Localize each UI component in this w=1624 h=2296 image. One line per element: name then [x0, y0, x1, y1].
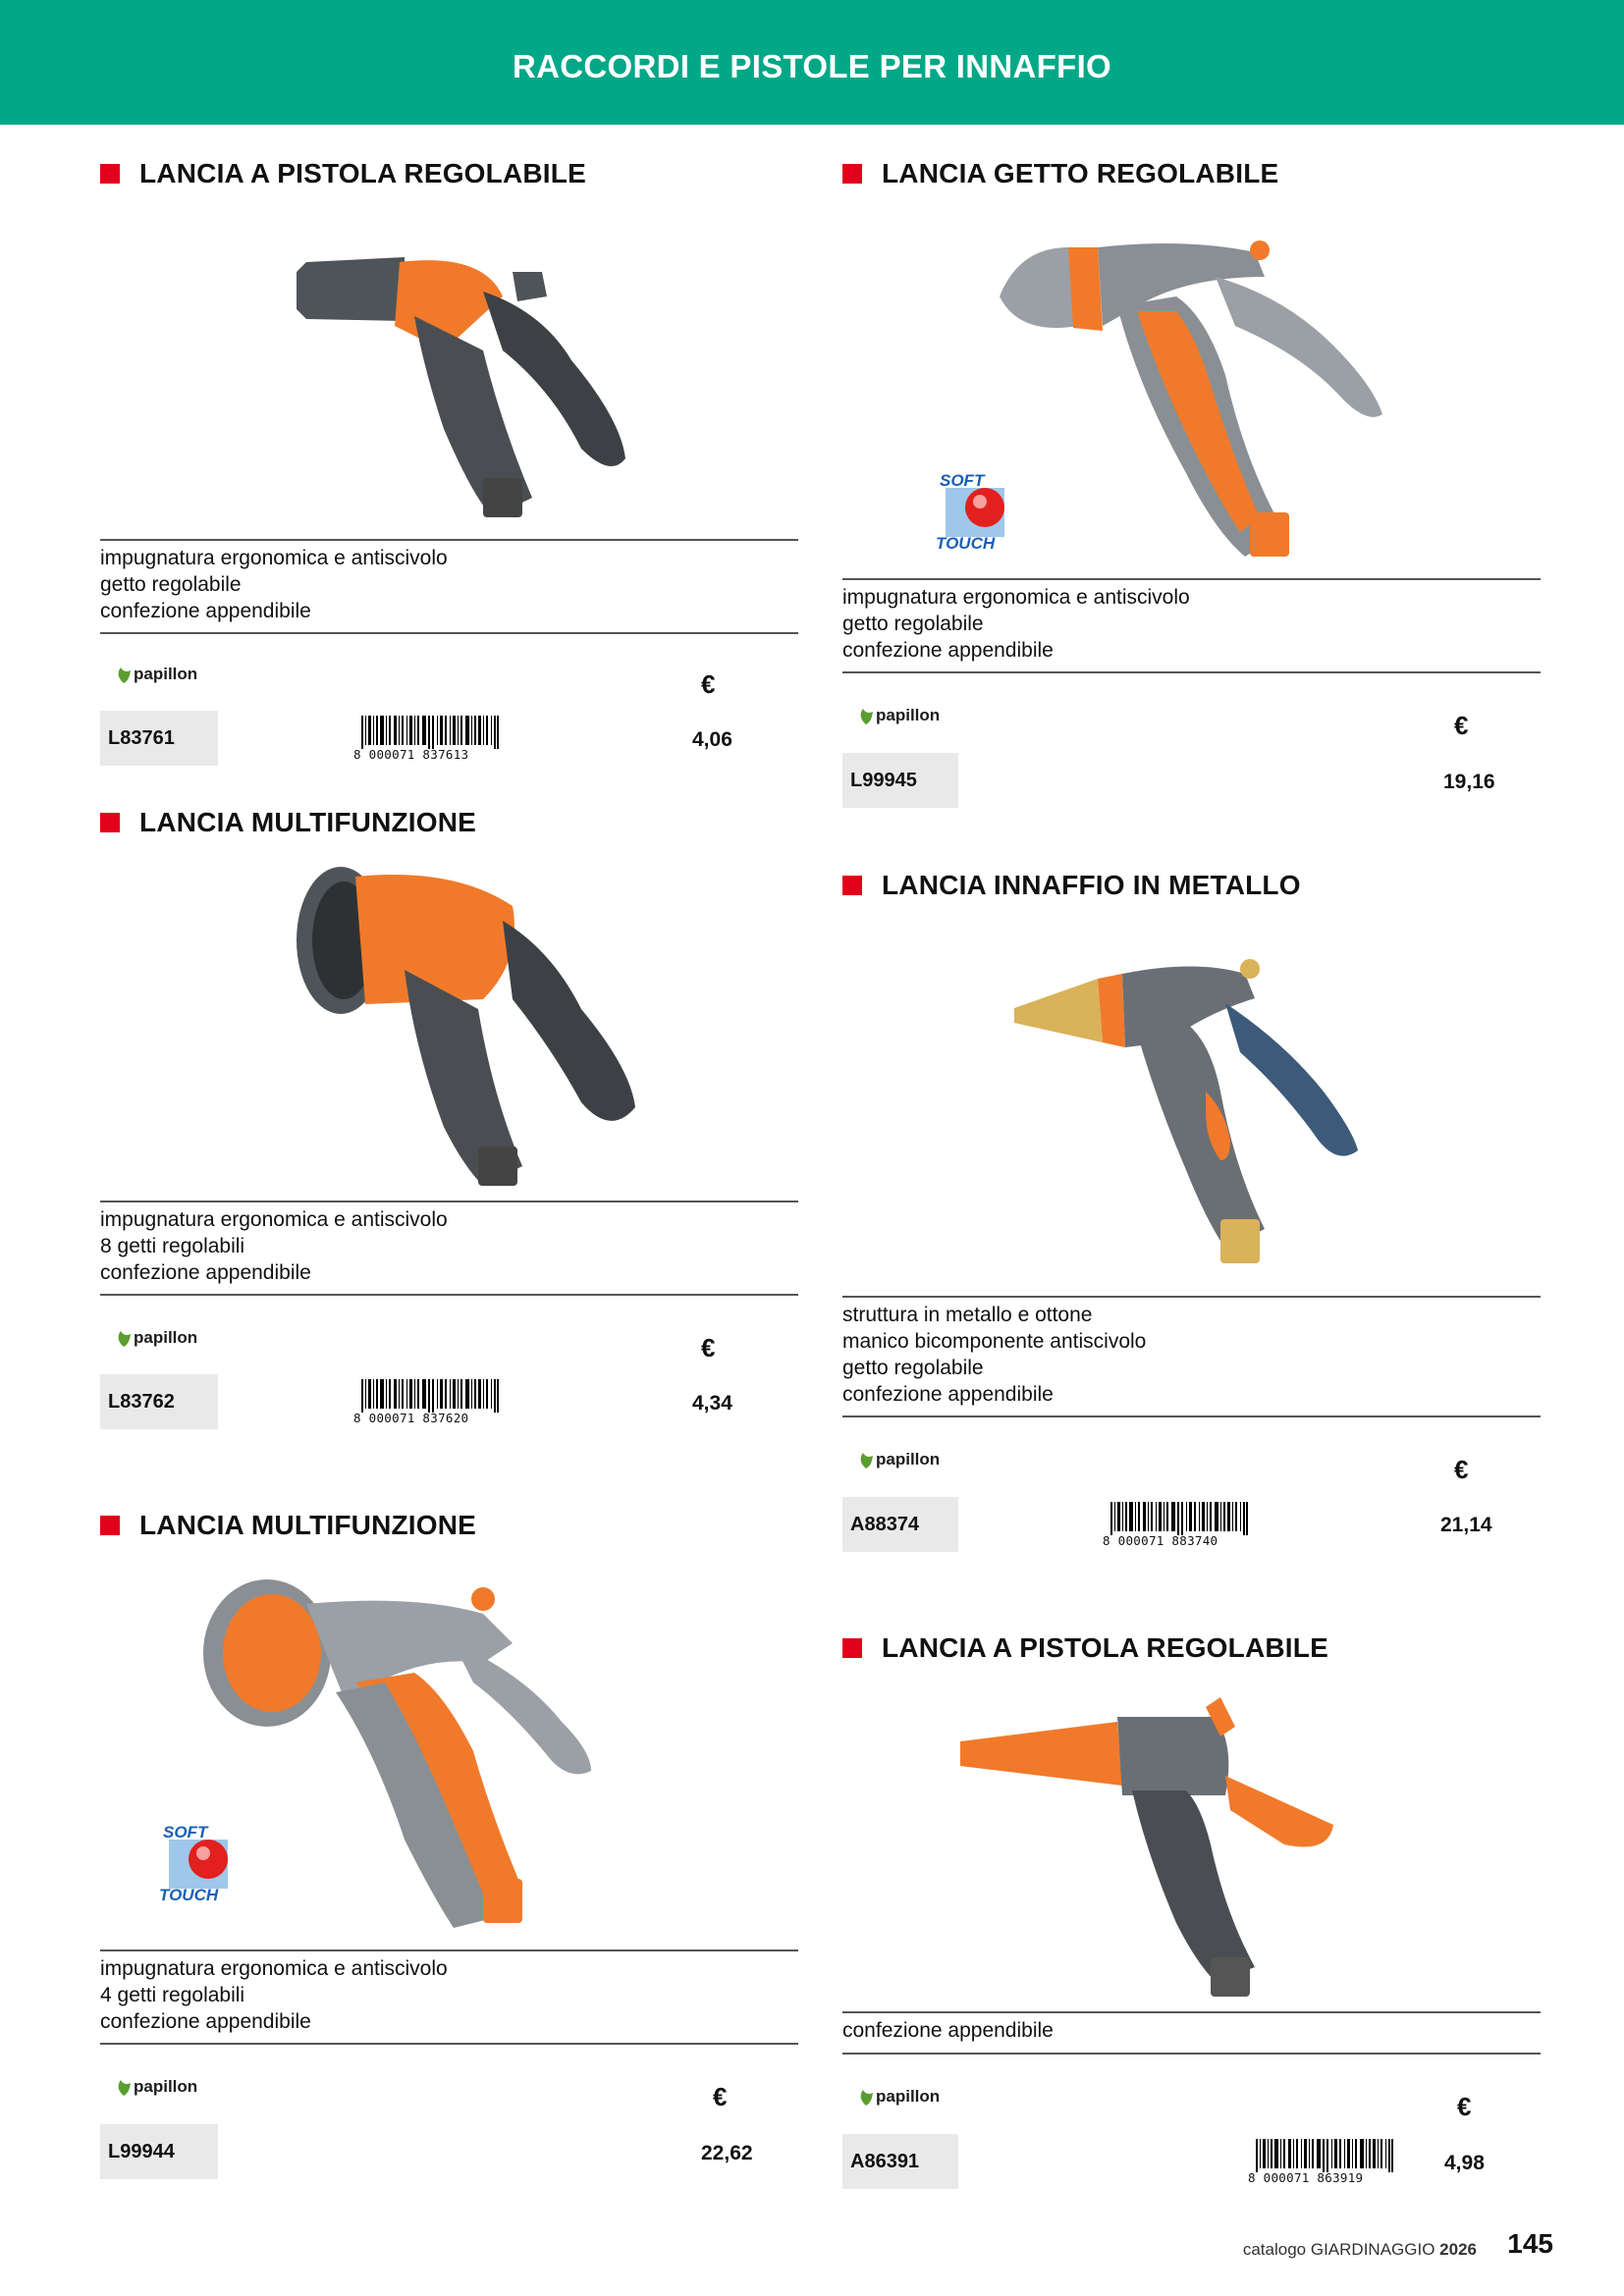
brand-logo [858, 706, 940, 725]
desc-line: confezione appendibile [842, 1383, 1054, 1406]
barcode-bars [1256, 2139, 1393, 2172]
brass-nozzle-gun-icon [1009, 925, 1382, 1278]
bullet-square-icon [842, 164, 862, 184]
product-price: 22,62 [701, 2142, 753, 2164]
desc-line: impugnatura ergonomica e antiscivolo [100, 1957, 448, 1980]
barcode-bars [361, 716, 499, 749]
desc-line: 8 getti regolabili [100, 1235, 245, 1257]
product-description [100, 545, 448, 624]
product-price: 4,98 [1444, 2152, 1485, 2174]
divider [842, 1415, 1541, 1417]
desc-line: getto regolabile [100, 573, 242, 596]
catalog-name: GIARDINAGGIO [1310, 2240, 1435, 2259]
leaf-icon [116, 2079, 132, 2097]
product-heading [842, 154, 1278, 193]
product-heading [842, 866, 1301, 905]
product-code: L83762 [100, 1374, 218, 1429]
divider [100, 1294, 798, 1296]
barcode-number: 8 000071 837620 [353, 1411, 469, 1425]
barcode-bars [1110, 1502, 1248, 1535]
product-description [842, 584, 1190, 664]
spray-gun-icon [950, 1687, 1343, 2002]
brand-name: papillon [876, 1450, 941, 1468]
bullet-square-icon [842, 1638, 862, 1658]
desc-line: impugnatura ergonomica e antiscivolo [842, 586, 1190, 609]
product-heading [100, 803, 476, 842]
barcode-bars [361, 1379, 499, 1413]
barcode [353, 1379, 501, 1426]
product-card [842, 1629, 1541, 2198]
catalog-footer [1243, 2240, 1477, 2260]
barcode [1248, 2139, 1395, 2186]
product-title: LANCIA A PISTOLA REGOLABILE [139, 158, 586, 188]
barcode-number: 8 000071 863919 [1248, 2170, 1364, 2185]
barcode [353, 716, 501, 763]
currency-symbol: € [701, 1333, 716, 1362]
brand-name: papillon [876, 706, 941, 724]
product-code: A86391 [842, 2134, 958, 2189]
product-code: A88374 [842, 1497, 958, 1552]
product-description [842, 1302, 1146, 1408]
desc-line: confezione appendibile [842, 2019, 1054, 2042]
product-code: L83761 [100, 711, 218, 766]
desc-line: getto regolabile [842, 613, 984, 635]
page-number: 145 [1507, 2228, 1553, 2259]
divider [100, 1201, 798, 1202]
product-title: LANCIA MULTIFUNZIONE [139, 807, 477, 837]
bullet-square-icon [100, 813, 120, 832]
currency-symbol: € [1454, 1455, 1469, 1484]
divider [842, 578, 1541, 580]
desc-line: confezione appendibile [842, 639, 1054, 662]
divider [100, 1949, 798, 1951]
barcode [1103, 1502, 1250, 1549]
currency-symbol: € [1454, 711, 1469, 740]
brand-name: papillon [876, 2087, 941, 2106]
svg-text:SOFT: SOFT [163, 1823, 208, 1842]
product-card [100, 154, 798, 782]
product-price: 21,14 [1440, 1514, 1492, 1536]
leaf-icon [116, 1330, 132, 1348]
product-card [842, 866, 1541, 1573]
soft-touch-logo [936, 468, 1034, 553]
divider [100, 2043, 798, 2045]
brand-name: papillon [134, 2077, 198, 2096]
product-card [100, 803, 798, 1441]
product-price: 4,06 [692, 728, 732, 751]
desc-line: impugnatura ergonomica e antiscivolo [100, 547, 448, 569]
product-title: LANCIA MULTIFUNZIONE [139, 1510, 477, 1540]
leaf-icon [858, 2089, 874, 2107]
multi-nozzle-gun-icon [287, 852, 660, 1205]
brand-logo [858, 1450, 940, 1469]
leaf-icon [858, 1452, 874, 1469]
desc-line: confezione appendibile [100, 2010, 311, 2033]
svg-text:TOUCH: TOUCH [159, 1886, 219, 1904]
product-code: L99945 [842, 753, 958, 808]
desc-line: impugnatura ergonomica e antiscivolo [100, 1208, 448, 1231]
page-title: RACCORDI E PISTOLE PER INNAFFIO [512, 48, 1112, 84]
catalog-prefix: catalogo [1242, 2240, 1307, 2259]
svg-text:TOUCH: TOUCH [936, 534, 996, 553]
barcode-number: 8 000071 837613 [353, 747, 469, 762]
currency-symbol: € [713, 2082, 728, 2111]
currency-symbol: € [1457, 2092, 1472, 2121]
product-description [100, 1955, 448, 2035]
product-description [100, 1206, 448, 1286]
divider [100, 539, 798, 541]
bullet-square-icon [842, 876, 862, 895]
catalog-year: 2026 [1439, 2240, 1477, 2259]
divider [842, 1296, 1541, 1298]
brand-name: papillon [134, 665, 198, 683]
product-price: 19,16 [1443, 771, 1495, 793]
brand-logo [116, 2077, 197, 2097]
brand-logo [116, 665, 197, 684]
currency-symbol: € [701, 669, 716, 699]
divider [842, 671, 1541, 673]
product-title: LANCIA A PISTOLA REGOLABILE [882, 1632, 1328, 1663]
bullet-square-icon [100, 164, 120, 184]
product-heading [100, 1506, 476, 1545]
leaf-icon [858, 708, 874, 725]
leaf-icon [116, 667, 132, 684]
product-description [842, 2017, 1054, 2044]
divider [100, 632, 798, 634]
brand-logo [858, 2087, 940, 2107]
product-title: LANCIA GETTO REGOLABILE [882, 158, 1279, 188]
divider [842, 2053, 1541, 2055]
barcode-number: 8 000071 883740 [1103, 1533, 1218, 1548]
product-code: L99944 [100, 2124, 218, 2179]
desc-line: getto regolabile [842, 1357, 984, 1379]
spray-gun-icon [990, 218, 1392, 571]
desc-line: 4 getti regolabili [100, 1984, 245, 2006]
product-title: LANCIA INNAFFIO IN METALLO [882, 870, 1301, 900]
bullet-square-icon [100, 1516, 120, 1535]
product-card [842, 154, 1541, 841]
soft-touch-logo [159, 1820, 257, 1904]
divider [842, 2011, 1541, 2013]
product-heading [100, 154, 586, 193]
svg-text:SOFT: SOFT [940, 471, 985, 490]
brand-logo [116, 1328, 197, 1348]
brand-name: papillon [134, 1328, 198, 1347]
product-card [100, 1506, 798, 2193]
desc-line: manico bicomponente antiscivolo [842, 1330, 1147, 1353]
desc-line: struttura in metallo e ottone [842, 1304, 1093, 1326]
desc-line: confezione appendibile [100, 1261, 311, 1284]
spray-gun-icon [287, 203, 660, 537]
product-heading [842, 1629, 1328, 1668]
desc-line: confezione appendibile [100, 600, 311, 622]
product-price: 4,34 [692, 1392, 732, 1415]
